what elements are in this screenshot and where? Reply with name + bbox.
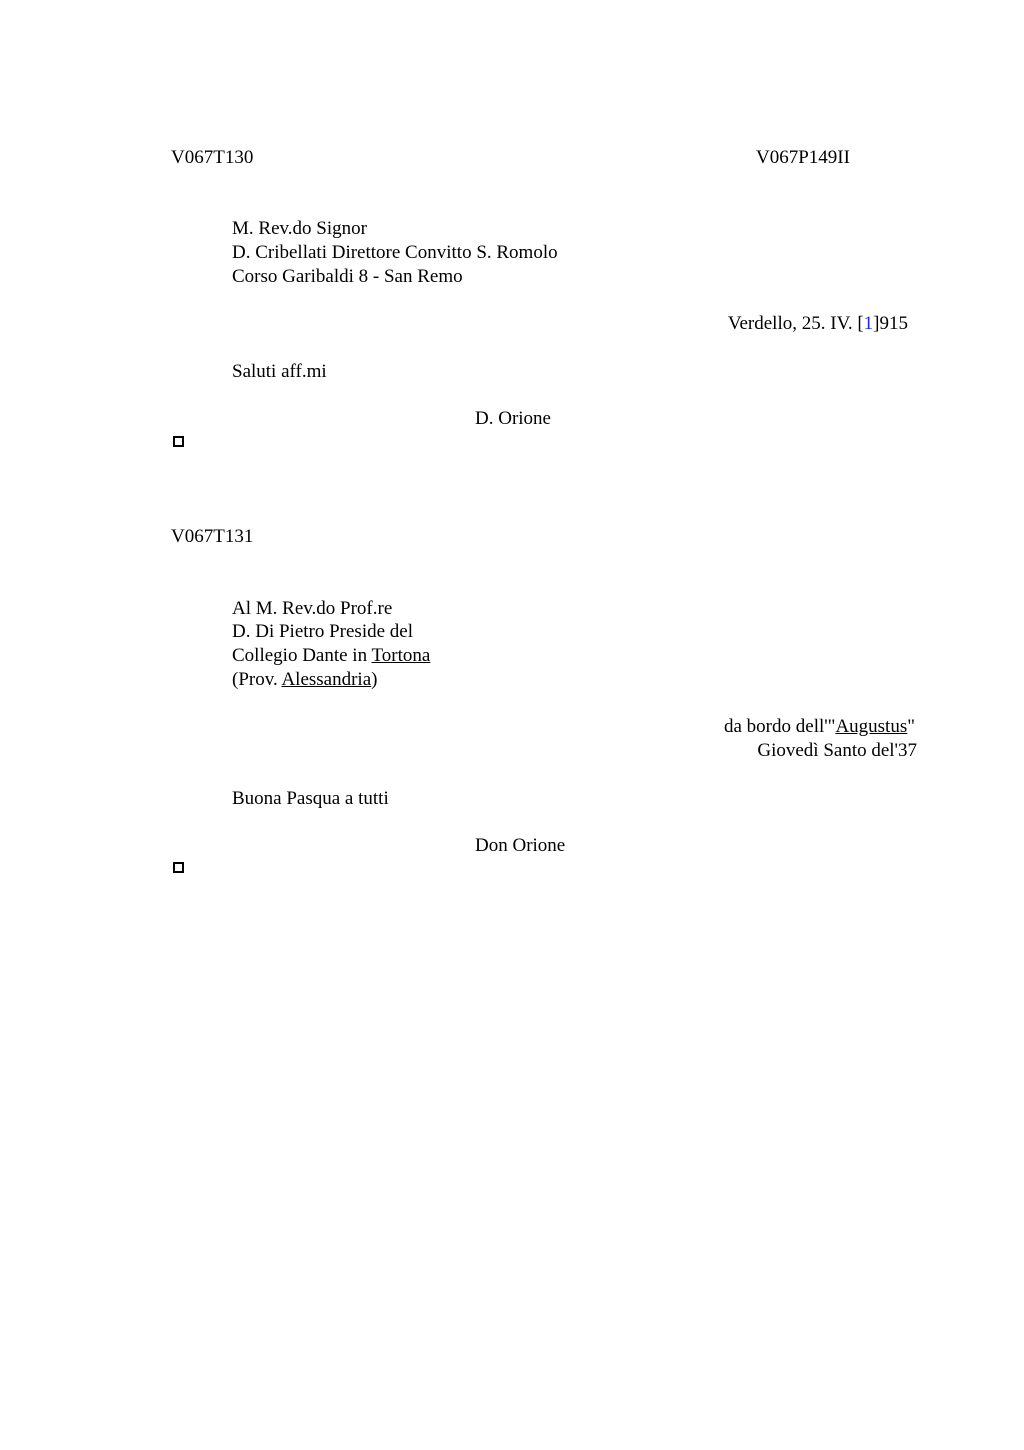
address-line: D. Cribellati Direttore Convitto S. Romolo [232,242,558,263]
address-line: D. Di Pietro Preside del [232,621,414,642]
footnote-link[interactable]: 1 [863,313,874,334]
document-code: V067T130 [171,147,254,168]
letter-date: Verdello, 25. IV. [1]915 [727,313,908,334]
signature: Don Orione [475,835,566,856]
address-line: M. Rev.do Signor [232,218,367,239]
greeting: Buona Pasqua a tutti [232,788,389,809]
address-line: (Prov. Alessandria) [232,669,378,690]
ship-name: Augustus [835,716,908,737]
signature: D. Orione [475,408,551,429]
document-code: V067T131 [171,526,254,547]
province-name: Alessandria [281,669,372,690]
letter-date: Giovedì Santo del'37 [757,740,917,761]
greeting: Saluti aff.mi [232,361,327,382]
letter-place: da bordo dell'"Augustus" [724,716,915,737]
end-marker-icon [173,862,184,873]
address-line: Collegio Dante in Tortona [232,645,431,666]
page-code: V067P149II [756,147,850,168]
place-name: Tortona [371,645,431,666]
address-line: Corso Garibaldi 8 - San Remo [232,266,463,287]
end-marker-icon [173,436,184,447]
address-line: Al M. Rev.do Prof.re [232,598,393,619]
